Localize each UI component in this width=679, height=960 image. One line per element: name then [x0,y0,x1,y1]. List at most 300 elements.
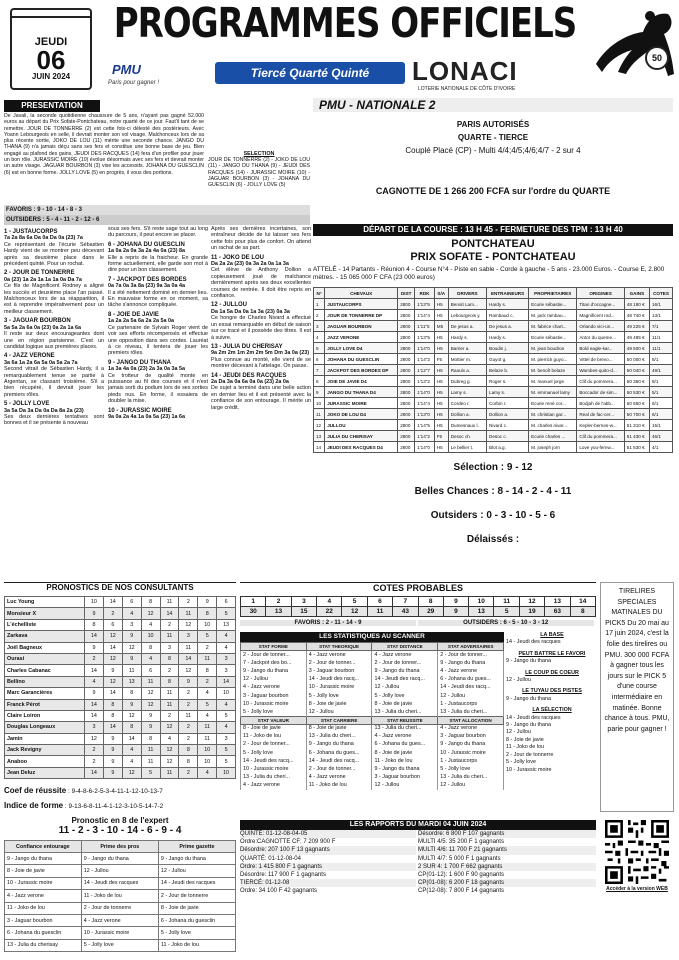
runner-cell: 2800 [398,387,415,398]
runners-header-cell: ORIGINES [577,288,624,299]
prime-cell: 14 - Jeudi des racques [81,877,158,889]
runner-cell: H5 [434,376,448,387]
prime-cell: 9 - Jango du thana [5,853,82,865]
cotes-val: 11 [367,607,392,617]
cotes-num: 7 [393,597,418,607]
cotes-val: 29 [418,607,443,617]
runners-header-cell: S/A [434,288,448,299]
cotes-outsiders: OUTSIDERS : 6 - 5 - 10 - 3 - 12 [418,620,594,626]
side-stats [506,632,598,822]
horse-musique: Da 1a 5a Da 0a 1a 3a (23) 0a 3a [211,308,290,315]
pick-cell: 5 [217,608,236,619]
runner-cell: Belaze b. [487,365,529,376]
paris-info [313,118,673,157]
runner-cell: Bold eagle-kar... [577,343,624,354]
pick-cell: 12 [141,688,160,699]
runner-cell: 50 000 € [624,354,649,365]
pick-cell: 11 [160,597,179,608]
horses-column-1 [4,226,104,576]
scanner-cell: 4 - Jazz verone [241,781,307,789]
cotes-val: 8 [570,607,595,617]
table-row [5,877,236,889]
runner-cell: Dumesnaux l. [448,420,486,431]
scanner-cell: 14 - Jeudi des racq... [306,757,372,765]
rapport-line: MULTI 4/6: 11 700 F 21 gagnants [418,846,596,854]
pick-cell: 11 [141,745,160,756]
horse-comment: De sujet a terminé dans une belle action en dernier lieu et il est présenté avec la confiance de son entourage. Il mérite un large crédit. [211,385,311,411]
runner-cell: 8/1 [649,376,672,387]
table-row [314,387,673,398]
calendar-date: 06 [36,45,66,75]
scanner-cell: 8 - Joie de javie [372,749,438,757]
runner-cell: M. emmanuel lamy [529,387,577,398]
prime-cell: 11 - Joko de lou [81,890,158,902]
consultant-name: Ourasi [5,653,85,664]
consultant-name: Jack Revigny [5,745,85,756]
pick-cell: 11 [160,631,179,642]
consultant-name: Charles Cabanac [5,665,85,676]
pick-cell: 4 [217,642,236,653]
runner-cell: Cordeo r. [448,398,486,409]
tuyau-value: 9 - Jango du thana [506,695,551,702]
runner-cell: Lamy s. [487,387,529,398]
horse-comment: Second vitrail de Sébastien Hardy, il a remarquablement tenue se partie à Argentan, se classant troisième. S'il a bien récupéré, il devrait jouer les premiers rôles. [4,366,104,398]
prime-cell: 4 - Jazz verone [81,914,158,926]
qr-code-icon[interactable] [605,820,669,884]
pick-cell: 10 [198,619,217,630]
scanner-head-cell: STAT FORME [241,643,307,651]
table-row [241,765,504,773]
runner-cell: Ecurie rené cor... [529,398,577,409]
runner-cell: Ecurie sébastie... [529,332,577,343]
horse-musique: 9a 2m 2m 1m 2m 2m 5m Dm 3a 0a (23) [211,350,309,357]
horse-name: 11 - JOKO DE LOU [211,254,265,261]
runner-cell: M. christian gar... [529,409,577,420]
table-row [314,343,673,354]
scanner-cell: 6 - Johana du gues... [438,675,504,683]
pick-cell: 8 [122,688,141,699]
cotes-val: 30 [241,607,266,617]
table-row [314,321,673,332]
prime-cell: 6 - Johana du guesclin [158,914,235,926]
table-row [241,659,504,667]
cotes-favoris: FAVORIS : 2 - 11 - 14 - 9 [240,620,416,626]
scanner-cell: 10 - Jurassic moire [306,683,372,691]
pick-cell: 6 [141,665,160,676]
runner-cell: 2800 [398,431,415,442]
runner-cell: H5 [434,409,448,420]
pick-cell: 2 [179,733,198,744]
selection-box [313,456,673,545]
rapport-line: CP(01-12): 1 600 F 90 gagnants [418,872,505,879]
horse-comment: Après ses dernières incertaines, son entraîneur décide de lui laisser ses fers cette fois pour plus de confort. On attend un rachat de sa part. [211,226,311,252]
pick-cell: 5 [198,631,217,642]
runner-cell: M. joseph jorn [529,442,577,453]
table-row [5,853,236,865]
pick-cell: 9 [85,608,104,619]
pick-cell: 5 [141,767,160,778]
scanner-cell: 5 - Jolly love [241,708,307,716]
pick-cell: 12 [160,756,179,767]
base-title: LA BASE [540,632,564,638]
scanner-cell: 4 - Jazz verone [241,683,307,691]
cotes-val: 9 [443,607,468,617]
pick-cell: 13 [217,619,236,630]
runner-cell: JEUDI DES RACQUES D4 [325,442,398,453]
pick-cell: 11 [179,710,198,721]
horse-comment: Il reste sur deux encourageantes dont une en région parisienne. C'est un candidat logique aux premières places. [4,331,104,350]
runner-cell: 49 485 € [624,332,649,343]
scanner-cell: 3 - Jaguar bourbon [438,732,504,740]
pick-cell: 9 [141,722,160,733]
pick-cell: 2 [179,597,198,608]
scanner-cell: 14 - Jeudi des racq... [438,683,504,691]
pick-cell: 14 [103,688,122,699]
pick-cell: 8 [160,653,179,664]
pick-cell: 9 [85,642,104,653]
prime-cell: 2 - Jour de tonnerre [158,890,235,902]
table-row [5,710,236,721]
rapport-line: 2 SUR 4: 1 700 F 662 gagnants [418,863,596,871]
horse-comment: Plus connue au monté, elle vient de se montrer décevant à l'attelage. On passe. [211,356,311,370]
runner-cell: 46/1 [649,431,672,442]
scanner-cell: 5 - Jolly love [306,691,372,699]
runner-cell: Love you-fernw... [577,442,624,453]
cotes-num: 8 [418,597,443,607]
cotes-num: 5 [342,597,367,607]
runner-cell: 2800 [398,332,415,343]
header [0,0,679,100]
qr-label[interactable]: Accéder à la version WEB [606,886,668,892]
pick-cell: 3 [160,642,179,653]
pick-cell: 10 [198,745,217,756]
pick-cell: 2 [103,608,122,619]
scanner-cell: 2 - Jour de tonner... [306,765,372,773]
table-row [5,665,236,676]
table-row [241,675,504,683]
scanner-head-cell: STAT REUSSITE [372,716,438,724]
pick-cell: 9 [103,733,122,744]
runner-cell: Titan d'occagne... [577,299,624,310]
scanner-cell: 14 - Jeudi des racq... [372,675,438,683]
pick-cell: 8 [141,733,160,744]
pick-cell: 14 [217,676,236,687]
pick-cell: 4 [122,608,141,619]
runner-cell: 48 180 € [624,299,649,310]
rapport-line: CP(12-08): 7 800 F 14 gagnants [418,888,505,895]
rapport-line: QUARTÉ: 01-12-08-04 [240,855,301,862]
horse-name: 9 - JANGO DU THANA [108,359,172,366]
runner-cell: Vittel de brevo... [577,354,624,365]
runner-cell: 11 [314,409,325,420]
scanner-cell: 14 - Jeudi des racq... [306,675,372,683]
consultant-name: Bellino [5,676,85,687]
runner-cell: 51 530 € [624,442,649,453]
pick-cell: 6 [103,619,122,630]
runner-cell: M. pierrick guyo... [529,354,577,365]
scanner-cell: 12 - Jullou [438,781,504,789]
runner-cell: 2800 [398,420,415,431]
table-row [5,642,236,653]
consultant-name: Zarkava [5,631,85,642]
runner-cell: JURASSIC MOIRE [325,398,398,409]
outsiders-line: Outsiders : 0 - 3 - 10 - 5 - 6 [430,510,556,521]
horse-comment: Ce hongre de Charles Nivard a effectué un essai remarquable en début de saison sur ce tracé et il possède des titres. Il est à suivre. [211,315,311,341]
pick-cell: 2 [179,722,198,733]
scanner-cell: 8 - Joie de javie [241,724,307,732]
cotes-val: 63 [545,607,570,617]
horse-name: 6 - JOHANA DU GUESCLIN [108,241,185,248]
runner-cell: M. benoît belaze [529,365,577,376]
runner-cell: 1'14"2 [415,431,435,442]
runner-cell: JOKO DE LOU D4 [325,409,398,420]
runner-cell: 1'13"6 [415,299,435,310]
cotes-val: 5 [494,607,519,617]
scanner-head-cell: STAT ADVERSAIRES [438,643,504,651]
runner-cell: 50 650 € [624,398,649,409]
scanner-cell: 12 - Jullou [438,691,504,699]
rapport-line: Ordre: 1 415 800 F 1 gagnants [240,863,416,871]
scanner-cell: 9 - Jango du thana [372,765,438,773]
horse-musique: Da 2a 2a (23) 0a 3a 2a 0a 1a 3a [211,261,289,268]
horse-name: 5 - JOLLY LOVE [4,401,50,408]
table-row [5,865,236,877]
tirelires-box: TIRELIRES SPECIALES MATINALES DU PICK5 Du 20 mai au 17 juin 2024, c'est la folie des tirelires ou PMU. 300 000 FCFA à gagner tous les jours sur le PICK 5 d'une course intermédiaire en matinée. Bonne chance à tous. PMU, parie pour gagner ! [600,582,674,812]
scanner-cell: 8 - Joie de javie [372,700,438,708]
runner-cell: Roger s. [487,376,529,387]
table-row [314,354,673,365]
race-series-title: PMU - NATIONALE 2 [313,98,673,112]
runner-cell: 9 [314,387,325,398]
runner-cell: 1'11"5 [415,321,435,332]
table-row [241,732,504,740]
pick-cell: 4 [217,631,236,642]
runner-cell: JACKPOT DES BORDES DP [325,365,398,376]
rapport-line: MULTI 4/7: 5 000 F 1 gagnants [418,855,501,862]
runner-cell: Benoit Lam... [448,299,486,310]
table-row [5,676,236,687]
table-row [5,745,236,756]
runner-cell: JAZZ VERONE [325,332,398,343]
scanner-cell: 11 - Joko de lou [306,781,372,789]
rapport-line: Désordre: 6 800 F 107 gagnants [418,830,596,838]
runner-cell: Orlando vici-un... [577,321,624,332]
scanner-cell: 9 - Jango du thana [306,740,372,748]
pick-cell: 12 [179,665,198,676]
table-row [5,631,236,642]
runner-cell: 2800 [398,299,415,310]
prime-cell: 12 - Jullou [81,865,158,877]
cotes-num: 14 [570,597,595,607]
pick-cell: 4 [160,733,179,744]
runner-cell: H5 [434,299,448,310]
scanner-cell: 2 - Jour de tonner... [241,740,307,748]
runner-cell: JOHANA DU GUESCLIN [325,354,398,365]
paris-detail: Couplé Placé (CP) - Multi 4/4;4/5;4/6;4/7 - 2 sur 4 [405,146,581,155]
paris-title: PARIS AUTORISÉS [456,120,530,129]
consultant-name: Marc Garancières [5,688,85,699]
runner-cell: Real de fac-cer... [577,409,624,420]
runner-cell: Corbin r. [487,398,529,409]
scanner-cell: 12 - Jullou [306,708,372,716]
runner-cell: 11/1 [649,332,672,343]
pick-cell: 11 [179,608,198,619]
list-item: 11 - Joko de lou [506,744,544,751]
calendar-icon [10,8,92,90]
pick-cell: 12 [85,733,104,744]
rapport-line: TIERCÉ: 01-12-08 [240,879,416,887]
runner-cell: Magnificent rod... [577,310,624,321]
scanner-cell: 8 - Joie de javie [306,724,372,732]
list-item: 8 - Joie de javie [506,736,544,743]
runner-cell: M. fabrice chart... [529,321,577,332]
prime-cell: 5 - Jolly love [158,927,235,939]
pick-cell: 3 [217,733,236,744]
runner-cell: 7 [314,365,325,376]
prime-header-cell: Prime des pros [81,841,158,853]
runners-header-cell: DRIVERS [448,288,486,299]
pick-cell: 14 [85,631,104,642]
table-row [5,608,236,619]
table-row [241,708,504,716]
horses-column-2 [108,226,208,576]
runner-cell: JOIE DE JAVIE D4 [325,376,398,387]
runner-cell: 5/1 [649,387,672,398]
indice-value: : 9-13-6-8-11-4-1-12-3-10-5-14-7-2 [64,803,164,810]
pick-cell: 8 [179,756,198,767]
scanner-cell: 4 - Jazz verone [306,651,372,659]
horse-comment: Il a été nettement dominé en dernier lieu. En mauvaise forme en ce moment, sa tâche s'annonce compliquée. [108,289,208,309]
horses-column-3 [211,226,311,576]
pick-cell: 14 [103,597,122,608]
scanner-cell: 13 - Julia du cheri... [372,724,438,732]
prime-header-cell: Prime gazette [158,841,235,853]
runner-cell: Lamy s. [448,387,486,398]
prime-cell: 8 - Joie de javie [158,902,235,914]
runner-cell: 50 700 € [624,409,649,420]
runner-cell: Desoc c. [487,431,529,442]
runner-cell: 49/1 [649,365,672,376]
cotes-summary [240,620,596,630]
sel-list [506,715,598,774]
coeur-value: 12 - Jullou [506,677,531,684]
list-item: 10 - Jurassic moire [506,766,552,773]
table-row [314,431,673,442]
consultant-name: Joël Bagneux [5,642,85,653]
runner-cell: 1'12"7 [415,365,435,376]
scanner-cell: 12 - Jullou [372,683,438,691]
prime-cell: 12 - Jullou [158,865,235,877]
runner-cell: F5 [434,431,448,442]
prime-cell: 10 - Jurassic moire [5,877,82,889]
pick-cell: 9 [122,653,141,664]
scanner-cell: 9 - Jango du thana [438,659,504,667]
runner-cell: 1'14"4 [415,310,435,321]
scanner-cell: 10 - Jurassic moire [241,700,307,708]
scanner-head-cell: STAT ALLOCATION [438,716,504,724]
table-row [314,310,673,321]
pick-cell: 4 [122,745,141,756]
table-row [241,700,504,708]
pick-cell: 4 [85,676,104,687]
horse-name: 10 - JURASSIC MOIRE [108,407,172,414]
runner-cell: Desoc ch. [448,431,486,442]
presentation-selection [208,113,310,203]
scanner-cell: 1 - Justaucorps [438,700,504,708]
prime-cell: 9 - Jango du thana [81,853,158,865]
table-row [5,890,236,902]
scanner-cell: 8 - Joie de javie [306,700,372,708]
scanner-cell: 11 - Joko de lou [241,732,307,740]
pick-cell: 13 [122,676,141,687]
pick-cell: 12 [179,619,198,630]
runner-cell: 1'14"2 [415,354,435,365]
cotes-num: 6 [367,597,392,607]
runner-cell: 3 [314,321,325,332]
cotes-num: 4 [317,597,342,607]
runner-cell: Bodjah de l'abb... [577,398,624,409]
battre-title: PEUT BATTRE LE FAVORI [518,650,586,657]
table-row [5,597,236,608]
scanner-cell: 3 - Jaguar bourbon [372,773,438,781]
pick-cell: 5 [198,699,217,710]
runners-header-cell: DIST [398,288,415,299]
table-row [314,376,673,387]
runner-cell: H5 [434,332,448,343]
race-city: PONTCHATEAU [451,238,535,250]
prime-cell: 6 - Johana du guesclin [5,927,82,939]
pick-cell: 4 [122,756,141,767]
table-row [241,683,504,691]
presentation-title: PRESENTATION [4,100,100,112]
pick-cell: 10 [217,767,236,778]
pick-cell: 8 [141,597,160,608]
scanner-cell: 9 - Jango du thana [372,667,438,675]
scanner-head-cell: STAT DISTANCE [372,643,438,651]
pick-cell: 12 [122,767,141,778]
scanner-cell: 9 - Jango du thana [438,740,504,748]
runner-cell: 8 [314,376,325,387]
runner-cell: M. jack rambau... [529,310,577,321]
outsiders-bar: OUTSIDERS : 5 - 4 - 11 - 2 - 12 - 6 [4,215,310,225]
scanner-cell: 14 - Jeudi des racq... [241,757,307,765]
horse-musique: 7a 2a 8a 6a Da 0a Da 0a (23) 7a [4,235,83,242]
runner-cell: Hardy s. [448,332,486,343]
cotes-val: 13 [469,607,494,617]
rapports-right [418,830,596,896]
runner-cell: 50 040 € [624,365,649,376]
scanner-cell: 13 - Julia du cheri... [438,773,504,781]
runner-cell: 51 310 € [624,420,649,431]
runner-cell: Ecurie sébastie... [529,299,577,310]
pick-cell: 8 [141,642,160,653]
cotes-val: 19 [519,607,544,617]
pick-cell: 4 [217,699,236,710]
runner-cell: 13/1 [649,310,672,321]
pick-cell: 9 [103,767,122,778]
coef-block [4,784,236,814]
list-item: 12 - Jullou [506,729,531,736]
horse-name: 4 - JAZZ VERONE [4,353,55,360]
scanner-head-cell: STAT VALEUR [241,716,307,724]
scanner-cell: 4 - Jazz verone [372,732,438,740]
runner-cell: 1'13"2 [415,376,435,387]
horse-comment: Ce fils de Magnificent Rodney a aligné les succès et deuxième place l'an passé. Malchonceux lors de sa réapparition, il est à reprendre impérativement pour un meilleur classement. [4,283,104,315]
runner-cell: JANGO DU THANA D4 [325,387,398,398]
runner-cell: 50 360 € [624,376,649,387]
scanner-cell: 1 - Justaucorps [438,757,504,765]
runner-cell: 50 530 € [624,387,649,398]
